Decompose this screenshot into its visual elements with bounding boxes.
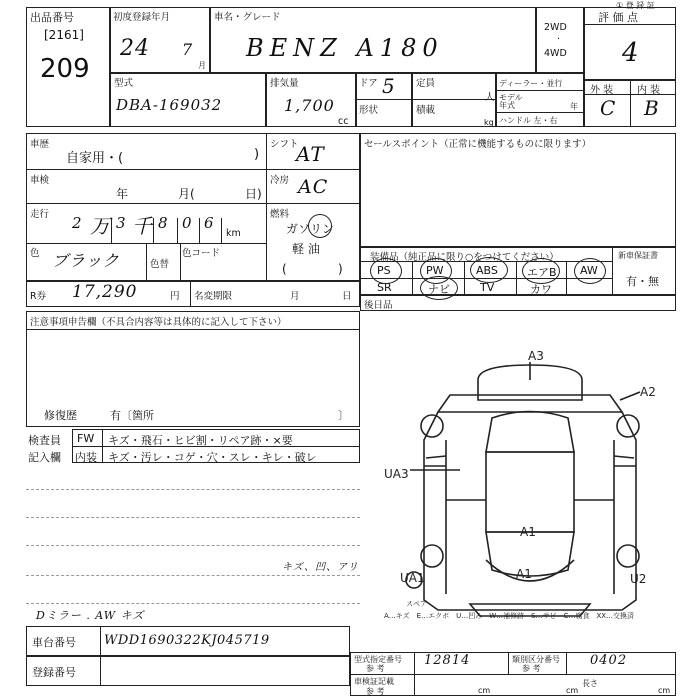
- equip-abs: ABS: [476, 264, 498, 277]
- legend: A…キズ E…エクボ U…凹み W…補修跡 S…サビ C…腐食 XX…交換済: [384, 612, 635, 620]
- interior-label: 内 装: [637, 85, 661, 96]
- divider: [412, 261, 413, 295]
- divider: [102, 429, 103, 463]
- divider: [496, 90, 584, 91]
- door-value: 5: [382, 74, 396, 98]
- divider: [177, 218, 178, 243]
- fuel-diesel: 軽 油: [292, 242, 320, 256]
- sales-point-label: セールスポイント（正常に機能するものに限ります）: [364, 139, 592, 150]
- fw-items: キズ・飛石・ヒビ割・リペア跡・×要: [108, 434, 293, 447]
- divider: [26, 203, 360, 204]
- shaken-day-unit: 日): [245, 187, 262, 201]
- equip-pw: PW: [426, 264, 444, 277]
- equip-airbag: エアB: [527, 266, 557, 279]
- class-ref: 参 考: [522, 664, 541, 673]
- type-num-value: 12814: [424, 653, 471, 668]
- drive-4wd: 4WD: [544, 48, 567, 59]
- score-label: 評 価 点: [598, 11, 638, 24]
- divider: [464, 261, 465, 295]
- mileage-digit: 0: [182, 214, 193, 232]
- score-value: 4: [622, 38, 640, 68]
- sales-point-box: [360, 133, 676, 247]
- model-value: BENZ A180: [246, 34, 444, 62]
- spare-label: スペア: [406, 600, 427, 608]
- repair-label: 修復歴: [44, 409, 77, 422]
- note-line2: Dミラー . AW キズ: [36, 609, 145, 622]
- cm-unit-3: cm: [658, 686, 671, 695]
- type-num-label: 型式指定番号: [354, 655, 402, 664]
- later-docs-label: 後日品: [364, 300, 393, 311]
- mark-ua3: UA3: [384, 467, 409, 481]
- warranty-value: 有・無: [626, 275, 659, 288]
- divider: [508, 652, 509, 674]
- lot-number: 209: [40, 54, 90, 84]
- displacement-label: 排気量: [270, 78, 299, 89]
- gasoline-circle: [308, 214, 332, 238]
- history-label: 車歴: [30, 139, 50, 150]
- divider: [111, 218, 112, 243]
- lot-code: [2161]: [44, 28, 84, 42]
- divider: [566, 652, 567, 674]
- divider: [26, 545, 360, 546]
- divider: [350, 674, 676, 675]
- circle-mark: [470, 257, 508, 283]
- equip-aw: AW: [580, 264, 598, 277]
- divider: [26, 489, 360, 490]
- first-reg-month: 7: [182, 40, 194, 59]
- color-change-label: 色替: [150, 259, 170, 270]
- mileage-label: 走行: [30, 209, 50, 220]
- type-num-ref: 参 考: [366, 664, 385, 673]
- type-label: 型式: [114, 78, 134, 89]
- divider: [180, 243, 181, 281]
- divider: [199, 218, 200, 243]
- mark-a1-bottom: A1: [516, 567, 532, 581]
- recycle-unit: 円: [170, 291, 180, 302]
- chassis-value: WDD1690322KJ045719: [104, 633, 270, 648]
- mileage-unit: km: [226, 228, 241, 239]
- equip-leather: カワ: [530, 283, 552, 296]
- circle-mark: [370, 258, 402, 284]
- chassis-label: 車台番号: [32, 636, 76, 649]
- drive-2wd: 2WD: [544, 22, 567, 33]
- repair-value: 有〔箇所: [110, 409, 154, 422]
- year-unit: 年: [570, 102, 578, 111]
- color-code-label: 色コード: [182, 248, 221, 259]
- divider: [496, 112, 584, 113]
- mileage-digit: 千: [132, 214, 153, 238]
- exterior-value: C: [600, 96, 617, 120]
- equip-ps: PS: [377, 264, 391, 277]
- fuel-label: 燃料: [270, 209, 290, 220]
- mark-a1-top: A1: [520, 525, 536, 539]
- handle-label: ハンドル 左・右: [499, 116, 558, 125]
- shift-label: シフト: [270, 139, 299, 150]
- exterior-label: 外 装: [590, 85, 614, 96]
- displacement-unit: cc: [338, 116, 349, 127]
- circle-mark: [574, 258, 606, 284]
- model-year-label: モデル 年式: [499, 93, 523, 110]
- divider: [516, 261, 517, 295]
- interior-items: キズ・汚レ・コゲ・穴・スレ・キレ・破レ: [108, 451, 317, 464]
- divider: [26, 169, 360, 170]
- top-right-note: ① 登 録 証: [616, 1, 655, 10]
- aircon-value: AC: [298, 176, 329, 198]
- inspector-label: 検査員: [28, 434, 61, 447]
- interior-inspect-label: 内装: [75, 451, 97, 464]
- mark-a2: A2: [640, 385, 656, 399]
- divider: [566, 261, 567, 295]
- meigi-month: 月: [290, 291, 300, 302]
- divider: [190, 281, 191, 307]
- model-label: 車名・グレード: [214, 12, 281, 23]
- equip-tv: TV: [480, 281, 495, 294]
- displacement-value: 1,700: [284, 96, 335, 115]
- interior-value: B: [644, 96, 660, 120]
- divider: [414, 652, 415, 696]
- type-value: DBA-169032: [116, 96, 223, 114]
- equip-sr: SR: [377, 281, 392, 294]
- recycle-value: 17,290: [72, 282, 138, 302]
- warranty-label: 新車保証書: [618, 251, 658, 260]
- first-reg-label: 初度登録年月: [113, 12, 171, 23]
- fuel-gasoline: ガソリン: [286, 222, 335, 236]
- capacity-label: 定員: [416, 78, 436, 89]
- divider: [26, 329, 360, 330]
- color-label: 色: [30, 248, 40, 259]
- equip-navi: ナビ: [428, 283, 450, 296]
- history-value: 自家用・(: [66, 151, 124, 166]
- mileage-digit: 3: [116, 214, 127, 232]
- divider: [221, 218, 222, 243]
- first-reg-year: 24: [120, 36, 150, 61]
- class-value: 0402: [590, 653, 628, 668]
- divider: [630, 80, 631, 127]
- divider: [26, 517, 360, 518]
- meigi-day: 日: [342, 291, 352, 302]
- mark-a3: A3: [528, 349, 544, 363]
- shape-label: 形状: [359, 105, 379, 116]
- repair-close: 〕: [338, 409, 349, 422]
- length-label: 長さ: [582, 679, 598, 688]
- entry-label: 記入欄: [28, 451, 61, 464]
- meigi-label: 名変期限: [194, 291, 233, 302]
- registration-label: 登録番号: [32, 666, 76, 679]
- later-docs-box: [360, 295, 676, 311]
- equipment-label: 装備品（純正品に限り○をつけてください）: [370, 252, 559, 263]
- mileage-digit: 8: [158, 214, 169, 232]
- lot-label: 出品番号: [30, 11, 74, 24]
- divider: [266, 133, 267, 281]
- class-label: 類別区分番号: [512, 655, 560, 664]
- shaken-year-unit: 年: [116, 187, 129, 201]
- load-unit: kg: [484, 118, 494, 127]
- dealer-label: ディーラー・並行: [499, 79, 563, 88]
- cert-label: 車検証記載: [354, 677, 394, 686]
- fw-label: FW: [77, 432, 95, 445]
- color-value: ブラック: [52, 251, 120, 270]
- cert-ref: 参 考: [366, 687, 385, 696]
- history-close: ): [254, 147, 260, 162]
- cm-unit-2: cm: [566, 686, 579, 695]
- mark-u2: U2: [630, 572, 647, 586]
- shaken-month-unit: 月(: [178, 187, 195, 201]
- divider: [146, 243, 147, 281]
- divider: [26, 575, 360, 576]
- capacity-unit: 人: [485, 92, 495, 103]
- divider: [26, 603, 360, 604]
- load-label: 積載: [416, 105, 436, 116]
- cm-unit-1: cm: [478, 686, 491, 695]
- divider: [612, 247, 613, 295]
- shift-value: AT: [296, 142, 325, 166]
- door-label: ドア: [359, 78, 378, 89]
- divider: [584, 24, 676, 25]
- notes-label: 注意事項申告欄（不具合内容等は具体的に記入して下さい）: [30, 317, 287, 328]
- divider: [153, 218, 154, 243]
- mileage-digit: 万: [90, 214, 111, 238]
- shaken-label: 車検: [30, 175, 50, 186]
- aircon-label: 冷房: [270, 175, 290, 186]
- first-reg-month-unit: 月: [198, 61, 206, 70]
- fuel-paren-close: ): [338, 262, 343, 276]
- recycle-label: R券: [30, 291, 47, 302]
- mark-ua1: UA1: [400, 571, 425, 585]
- mileage-digit: 6: [204, 214, 215, 232]
- drive-dot: ·: [557, 34, 561, 45]
- note-line1: キズ、凹、アリ: [282, 562, 359, 573]
- circle-mark: [522, 258, 560, 284]
- mileage-digit: 2: [72, 214, 83, 232]
- fuel-paren-open: (: [282, 262, 287, 276]
